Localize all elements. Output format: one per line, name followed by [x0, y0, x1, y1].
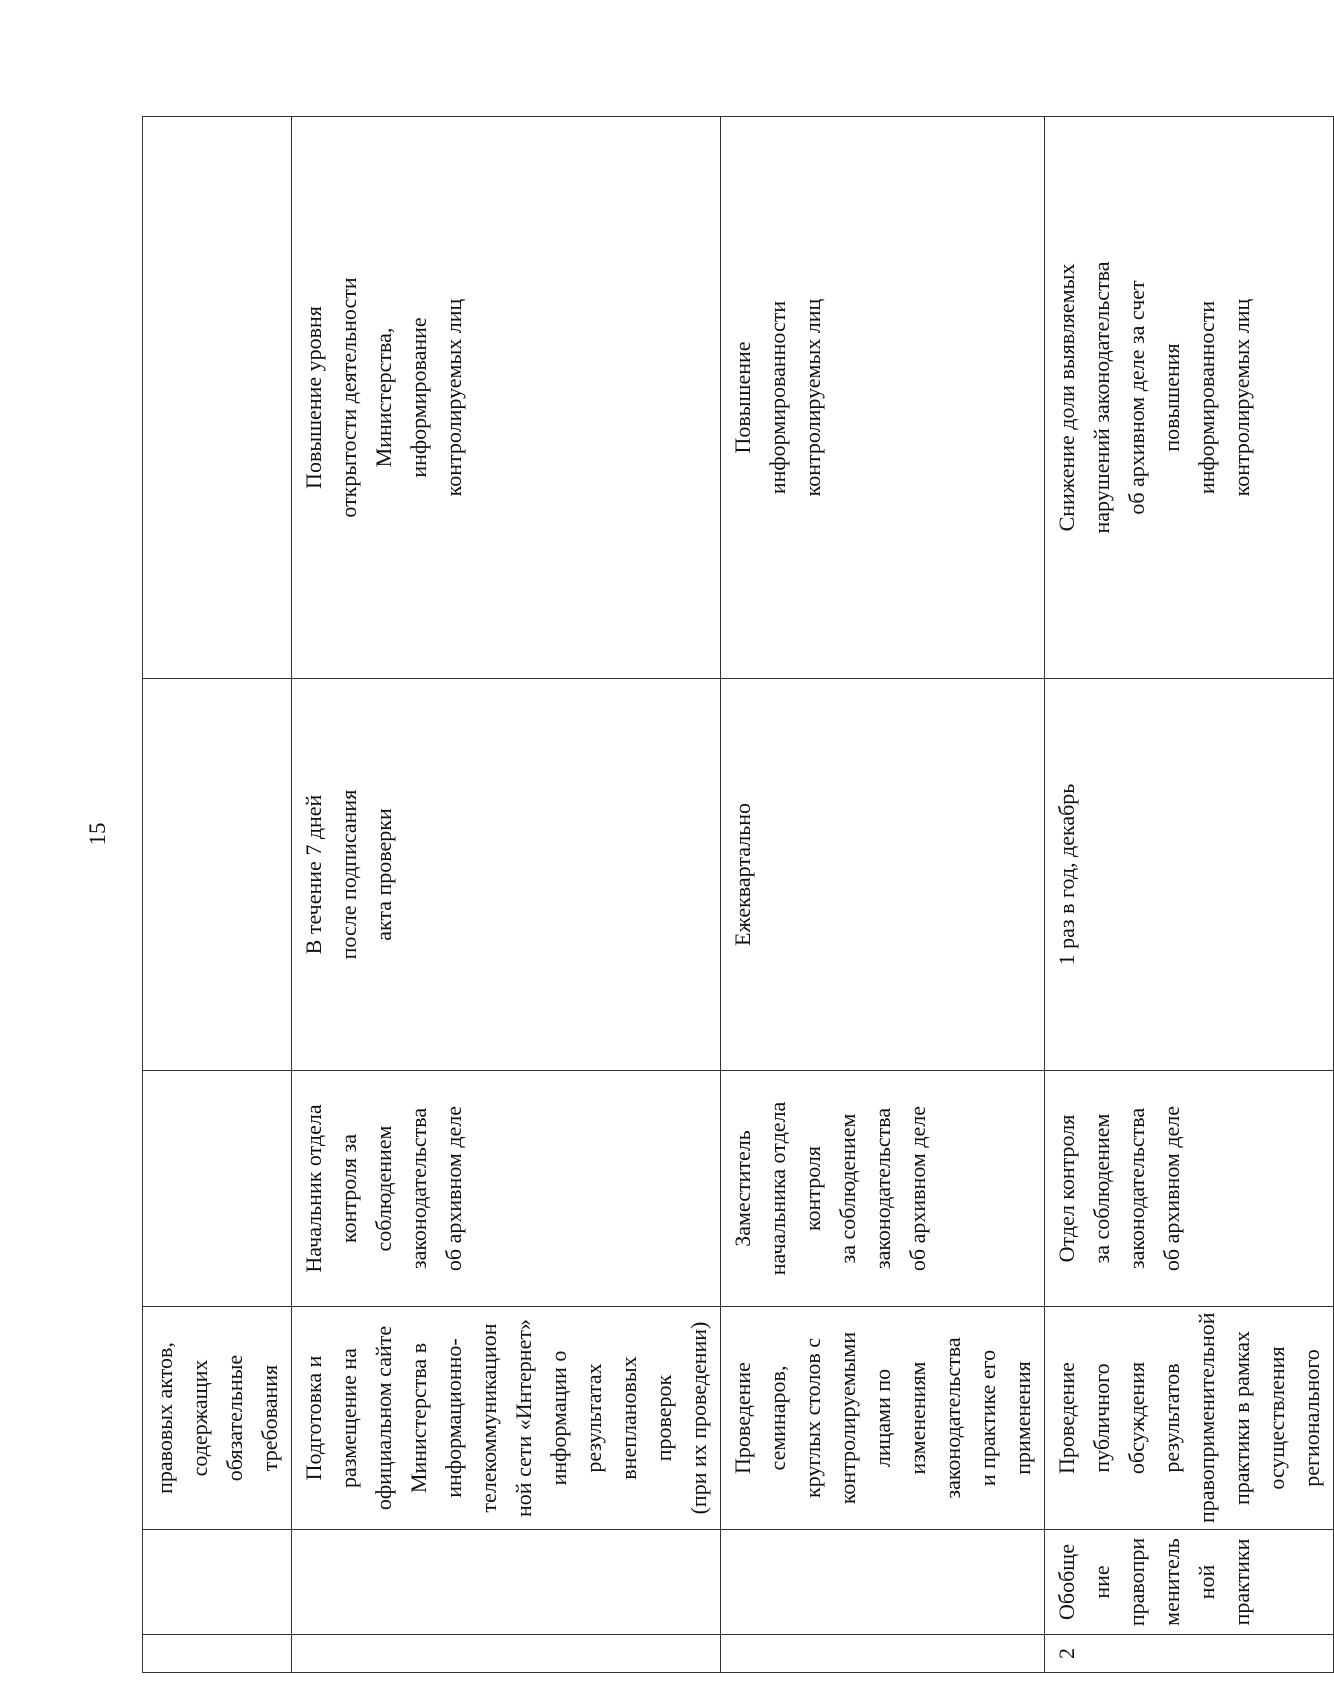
cell-deadline-website	[292, 679, 721, 1071]
cell-text-line: Министерства в	[406, 1342, 431, 1494]
cell-action-discussion	[1045, 1307, 1334, 1530]
cell-text-line: законодательства	[1124, 1107, 1149, 1270]
cell-text-line: Проведение публичного	[1054, 1362, 1114, 1474]
cell-text-line: круглых столов с	[800, 1338, 825, 1498]
cell-text-line: за соблюдением	[835, 1113, 860, 1264]
table-row-generalization	[1045, 117, 1334, 1673]
table-row-website	[292, 117, 721, 1673]
cell-text-line: нарушений законодательства	[1089, 261, 1114, 534]
cell-text-line: Ежеквартально	[730, 803, 755, 946]
cell-text-line: В течение 7 дней	[301, 794, 326, 955]
cell-text-line: информированности	[1194, 300, 1219, 495]
cell-text-line: и практике его	[975, 1349, 1000, 1487]
cell-text-line: Снижение доли выявляемых	[1054, 263, 1079, 532]
cell-text-line: об архивном деле	[441, 1105, 466, 1272]
cell-text-line: контролируемыми	[835, 1331, 860, 1505]
cell-responsible-discussion	[1045, 1071, 1334, 1307]
cell-text-line: законодательства	[940, 1337, 965, 1499]
cell-text-line: ной сети «Интернет»	[511, 1319, 536, 1517]
cell-result-discussion	[1045, 117, 1334, 679]
cell-action-carry	[143, 1307, 292, 1530]
cell-result-website	[292, 117, 721, 679]
cell-text-line: правоприменительной	[1194, 1312, 1219, 1523]
table-row-seminars	[721, 117, 1045, 1673]
cell-text-line: правовых актов,	[152, 1342, 177, 1494]
cell-text-line: об архивном деле	[905, 1105, 930, 1272]
cell-text-line: 1 раз в год, декабрь	[1054, 783, 1079, 966]
cell-text-line: Обобще	[1054, 1544, 1079, 1620]
cell-text-line: обсуждения результатов	[1124, 1361, 1184, 1475]
plan-table	[142, 116, 1334, 1673]
cell-text-line: контролируемых лиц	[1229, 298, 1254, 497]
cell-text-line: Заместитель	[730, 1130, 755, 1247]
cell-deadline-discussion	[1045, 679, 1334, 1071]
cell-category-empty	[143, 1530, 292, 1635]
cell-text-line: размещение на	[336, 1348, 361, 1488]
cell-action-seminars	[721, 1307, 1045, 1530]
cell-text-line: (при их проведении)	[686, 1321, 711, 1515]
cell-number-empty	[143, 1635, 292, 1673]
cell-result-empty	[143, 117, 292, 679]
cell-responsible-seminars	[721, 1071, 1045, 1307]
cell-text-line: законодательства	[406, 1107, 431, 1270]
cell-responsible-website	[292, 1071, 721, 1307]
cell-text-line: за соблюдением	[1089, 1113, 1114, 1264]
cell-text-line: контроля за	[336, 1134, 361, 1243]
cell-text-line: об архивном деле	[1159, 1105, 1184, 1272]
cell-category	[1045, 1530, 1334, 1635]
cell-text-line: осуществления	[1264, 1346, 1289, 1490]
cell-text-line: применения	[1010, 1361, 1035, 1475]
cell-text-line: открытости деятельности	[336, 277, 361, 518]
cell-responsible-empty	[143, 1071, 292, 1307]
cell-text-line: требования	[257, 1364, 282, 1472]
cell-text-line: об архивном деле за счет	[1124, 280, 1149, 515]
cell-text-line: Начальник отдела	[301, 1104, 326, 1273]
cell-text-line: Подготовка и	[301, 1355, 326, 1481]
cell-text-line: ной	[1194, 1564, 1219, 1600]
cell-text-line: официальном сайте	[371, 1325, 396, 1511]
cell-result-seminars	[721, 117, 1045, 679]
cell-text-line: информационно-	[441, 1338, 466, 1498]
cell-text-line: ние	[1089, 1565, 1114, 1599]
cell-category-empty	[721, 1530, 1045, 1635]
cell-text-line: регионального	[1299, 1349, 1324, 1487]
cell-deadline-seminars	[721, 679, 1045, 1071]
cell-text-line: правопри	[1124, 1537, 1149, 1627]
cell-text-line: Министерства,	[371, 327, 396, 468]
rotated-table-frame	[142, 117, 1324, 1673]
cell-text-line: после подписания	[336, 789, 361, 960]
cell-text-line: лицами по изменениям	[870, 1361, 930, 1475]
cell-text-line: начальника отдела	[765, 1101, 790, 1276]
cell-text-line: содержащих	[187, 1359, 212, 1477]
cell-text-line: практики в рамках	[1229, 1331, 1254, 1505]
cell-text-line: информирование	[406, 317, 431, 478]
cell-action-website	[292, 1307, 721, 1530]
cell-number-empty	[721, 1635, 1045, 1673]
cell-text-line: телекоммуникацион	[476, 1323, 501, 1513]
cell-text-line: Отдел контроля	[1054, 1114, 1079, 1263]
page-number: 15	[85, 822, 110, 846]
cell-text-line: практики	[1229, 1538, 1254, 1626]
cell-text-line: акта проверки	[371, 808, 396, 941]
cell-text-line: контроля	[800, 1145, 825, 1232]
table-row-carry	[143, 117, 292, 1673]
cell-category-empty	[292, 1530, 721, 1635]
cell-text-line: менитель	[1159, 1538, 1184, 1626]
cell-text-line: Повышение	[730, 341, 755, 454]
cell-text-line: информации о	[546, 1350, 571, 1486]
cell-deadline-empty	[143, 679, 292, 1071]
cell-text-line: обязательные	[222, 1354, 247, 1482]
cell-text-line: внеплановых проверок	[616, 1356, 676, 1480]
cell-number: 2	[1045, 1635, 1334, 1673]
cell-text-line: законодательства	[870, 1107, 895, 1270]
cell-text-line: соблюдением	[371, 1125, 396, 1252]
cell-number-empty	[292, 1635, 721, 1673]
cell-text-line: повышения	[1159, 343, 1184, 452]
cell-text-line: результатах	[581, 1363, 606, 1473]
cell-text-line: Повышение уровня	[301, 306, 326, 489]
cell-text-line: информированности	[765, 300, 790, 495]
cell-text-line: контролируемых лиц	[800, 298, 825, 497]
cell-text-line: контролируемых лиц	[441, 298, 466, 497]
cell-text-line: Проведение семинаров,	[730, 1362, 790, 1474]
